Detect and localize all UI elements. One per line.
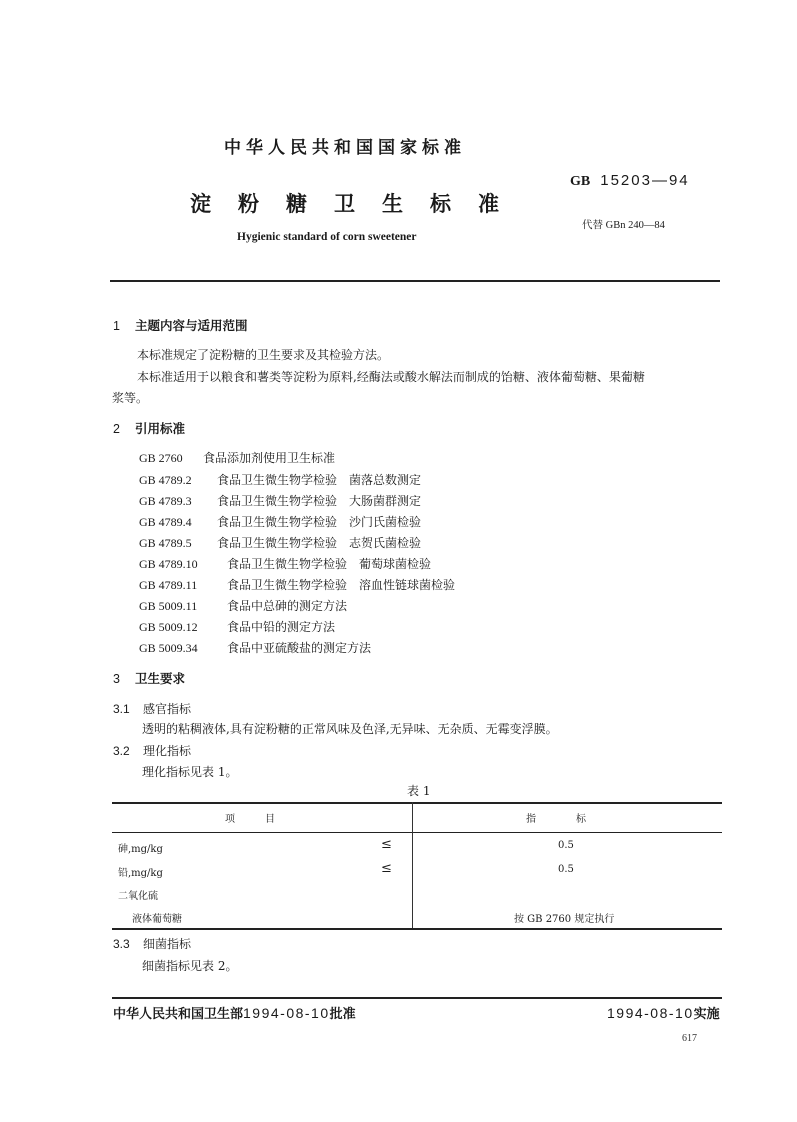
table-cell-item: 铅,mg/kg [118, 868, 163, 879]
subsection-3-1-heading [113, 700, 191, 717]
paragraph: 细菌指标见表 2。 [142, 959, 238, 973]
standard-code-prefix: GB [570, 174, 591, 189]
reference-code: GB 4789.3 [139, 494, 192, 508]
reference-code: GB 2760 [139, 451, 183, 465]
reference-item [139, 513, 421, 530]
footer-divider [112, 997, 722, 999]
less-equal-symbol: ≤ [381, 861, 392, 876]
table-header-rule [112, 832, 722, 833]
approval-date: 1994-08-10 [243, 1005, 330, 1021]
reference-title: 食品中亚硫酸盐的测定方法 [227, 641, 372, 655]
table-cell-item: 砷,mg/kg [118, 844, 163, 855]
effective-suffix: 实施 [693, 1007, 720, 1022]
approval-suffix: 批准 [329, 1007, 356, 1022]
reference-item [139, 534, 421, 551]
reference-code: GB 5009.34 [139, 641, 198, 655]
subsection-number: 3.3 [113, 937, 130, 951]
reference-title: 食品卫生微生物学检验 志贺氏菌检验 [217, 536, 422, 550]
reference-code: GB 4789.2 [139, 473, 192, 487]
reference-code: GB 4789.5 [139, 536, 192, 550]
reference-item [139, 449, 335, 466]
reference-title: 食品中铅的测定方法 [227, 620, 336, 634]
table-cell-value: 0.5 [558, 864, 574, 875]
section-1-heading [113, 316, 248, 334]
subsection-title: 细菌指标 [143, 937, 192, 951]
english-title: Hygienic standard of corn sweetener [237, 231, 417, 243]
reference-title: 食品卫生微生物学检验 溶血性链球菌检验 [227, 578, 456, 592]
paragraph: 透明的粘稠液体,具有淀粉糖的正常风味及色泽,无异味、无杂质、无霉变浮膜。 [142, 722, 558, 736]
reference-item [139, 576, 455, 593]
section-title: 卫生要求 [135, 671, 186, 686]
reference-item [139, 492, 421, 509]
subsection-title: 理化指标 [143, 744, 192, 758]
paragraph-continuation: 浆等。 [112, 391, 149, 405]
reference-item [139, 639, 371, 656]
section-number: 2 [113, 422, 120, 436]
table-cell-value: 按 GB 2760 规定执行 [514, 914, 615, 925]
reference-title: 食品卫生微生物学检验 菌落总数测定 [217, 473, 422, 487]
section-title: 主题内容与适用范围 [135, 318, 248, 333]
approving-authority: 中华人民共和国卫生部 [113, 1007, 244, 1022]
page-number: 617 [682, 1033, 697, 1044]
subsection-3-2-heading [113, 742, 191, 759]
less-equal-symbol: ≤ [381, 837, 392, 852]
standard-title: 淀粉糖卫生标准 [190, 192, 526, 216]
paragraph: 本标准规定了淀粉糖的卫生要求及其检验方法。 [137, 348, 390, 362]
subsection-number: 3.2 [113, 744, 130, 758]
reference-title: 食品中总砷的测定方法 [227, 599, 348, 613]
table-cell-item: 液体葡萄糖 [132, 914, 182, 925]
reference-title: 食品卫生微生物学检验 葡萄球菌检验 [227, 557, 432, 571]
section-number: 1 [113, 319, 120, 333]
reference-code: GB 4789.10 [139, 557, 198, 571]
reference-item [139, 471, 421, 488]
subsection-3-3-heading [113, 935, 191, 952]
reference-code: GB 4789.4 [139, 515, 192, 529]
section-2-heading [113, 419, 185, 437]
reference-title: 食品卫生微生物学检验 沙门氏菌检验 [217, 515, 422, 529]
table-cell-item: 二氧化硫 [118, 891, 158, 902]
table-header-value: 指 标 [526, 814, 586, 825]
reference-code: GB 5009.11 [139, 599, 198, 613]
effective-date: 1994-08-10 [607, 1005, 694, 1021]
reference-item [139, 555, 431, 572]
reference-item [139, 597, 347, 614]
subsection-number: 3.1 [113, 702, 130, 716]
standard-code-number: 15203—94 [600, 172, 690, 189]
approval-line [113, 1003, 356, 1022]
table-caption: 表 1 [407, 784, 431, 798]
paragraph: 本标准适用于以粮食和薯类等淀粉为原料,经酶法或酸水解法而制成的饴糖、液体葡萄糖、果葡糖 [137, 370, 645, 384]
effective-line [607, 1003, 720, 1022]
table-cell-value: 0.5 [558, 840, 574, 851]
subsection-title: 感官指标 [143, 702, 192, 716]
table-column-divider [412, 802, 413, 928]
standard-code [570, 172, 690, 190]
paragraph: 理化指标见表 1。 [142, 765, 238, 779]
header-divider [110, 280, 720, 282]
nation-standard-title: 中华人民共和国国家标准 [224, 138, 466, 158]
reference-code: GB 5009.12 [139, 620, 198, 634]
replaces-standard: 代替 GBn 240—84 [582, 220, 665, 231]
section-3-heading [113, 669, 185, 687]
reference-title: 食品添加剂使用卫生标准 [203, 451, 336, 465]
table-header-item: 项 目 [225, 814, 275, 825]
section-number: 3 [113, 672, 120, 686]
reference-code: GB 4789.11 [139, 578, 198, 592]
table-bottom-rule [112, 928, 722, 930]
section-title: 引用标准 [135, 421, 186, 436]
reference-item [139, 618, 335, 635]
reference-title: 食品卫生微生物学检验 大肠菌群测定 [217, 494, 422, 508]
table-top-rule [112, 802, 722, 804]
